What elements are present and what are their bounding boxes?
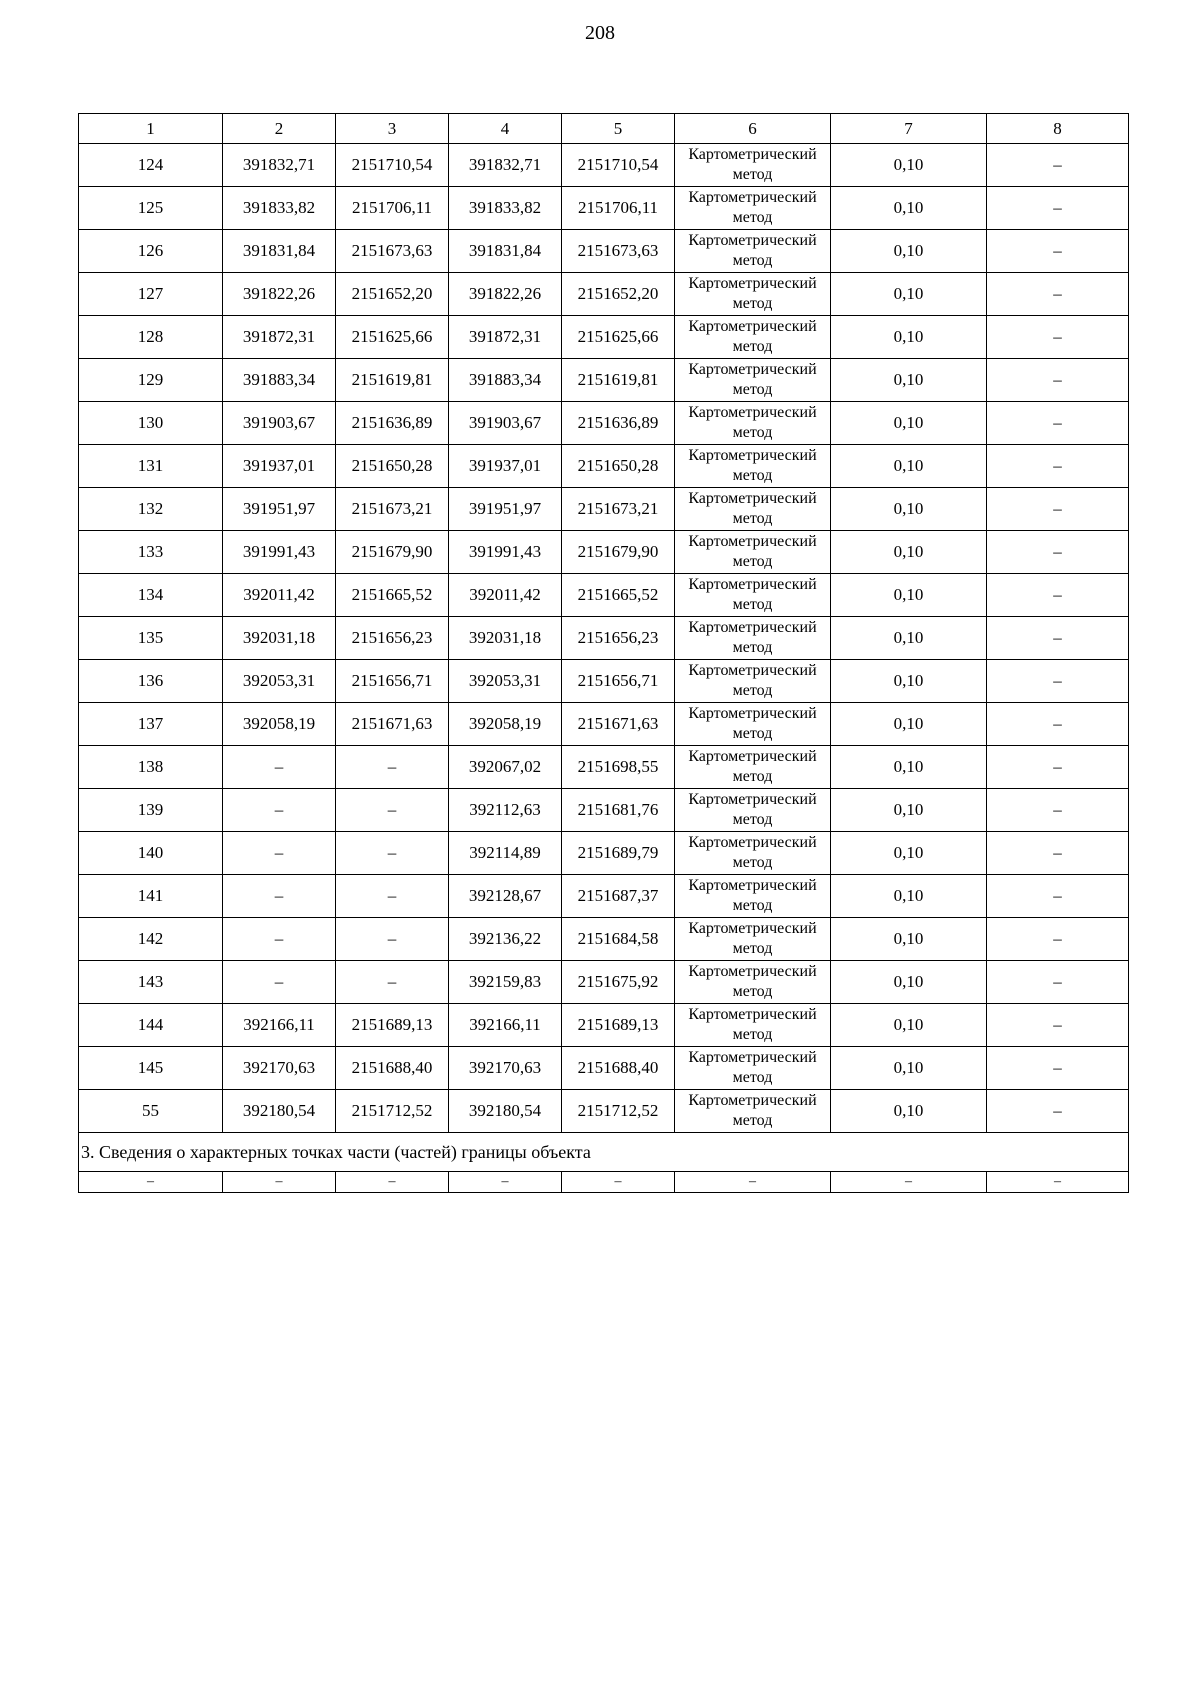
description-cell: – — [987, 273, 1129, 316]
x-coordinate-cell: 391883,34 — [223, 359, 336, 402]
y-coordinate-cell: 2151673,63 — [562, 230, 675, 273]
y-coordinate-cell: 2151675,92 — [562, 961, 675, 1004]
method-text-line: Картометрический — [688, 232, 817, 249]
method-text-line: метод — [732, 338, 773, 355]
y-coordinate-cell: 2151656,71 — [562, 660, 675, 703]
x-coordinate-cell: 391831,84 — [449, 230, 562, 273]
precision-cell: 0,10 — [831, 660, 987, 703]
method-text-line: Картометрический — [688, 533, 817, 550]
y-coordinate-cell: 2151688,40 — [336, 1047, 449, 1090]
description-cell: – — [987, 359, 1129, 402]
precision-cell: 0,10 — [831, 703, 987, 746]
method-cell — [675, 961, 831, 1004]
point-number-cell: 132 — [79, 488, 223, 531]
method-text-line: Картометрический — [688, 275, 817, 292]
method-cell — [675, 789, 831, 832]
point-number-cell: 143 — [79, 961, 223, 1004]
point-number-cell: 135 — [79, 617, 223, 660]
method-cell — [675, 1090, 831, 1133]
y-coordinate-cell: 2151619,81 — [562, 359, 675, 402]
method-text-line: метод — [732, 381, 773, 398]
x-coordinate-cell: – — [223, 789, 336, 832]
table-body — [79, 114, 1129, 1193]
x-coordinate-cell: 391937,01 — [449, 445, 562, 488]
x-coordinate-cell: 391903,67 — [449, 402, 562, 445]
empty-data-row — [79, 1172, 1129, 1193]
column-header: 6 — [675, 114, 831, 144]
method-text-line: Картометрический — [688, 318, 817, 335]
point-number-cell: 134 — [79, 574, 223, 617]
method-cell — [675, 703, 831, 746]
point-number-cell: 142 — [79, 918, 223, 961]
precision-cell: 0,10 — [831, 187, 987, 230]
y-coordinate-cell: 2151673,21 — [562, 488, 675, 531]
method-cell — [675, 230, 831, 273]
x-coordinate-cell: 392166,11 — [223, 1004, 336, 1047]
description-cell: – — [987, 531, 1129, 574]
method-text-line: метод — [732, 510, 773, 527]
x-coordinate-cell: 392058,19 — [223, 703, 336, 746]
method-cell — [675, 574, 831, 617]
y-coordinate-cell: 2151706,11 — [562, 187, 675, 230]
point-number-cell: 144 — [79, 1004, 223, 1047]
x-coordinate-cell: – — [223, 746, 336, 789]
y-coordinate-cell: 2151689,13 — [336, 1004, 449, 1047]
y-coordinate-cell: 2151652,20 — [336, 273, 449, 316]
table-row — [79, 961, 1129, 1004]
table-row — [79, 832, 1129, 875]
x-coordinate-cell: – — [223, 875, 336, 918]
x-coordinate-cell: 392166,11 — [449, 1004, 562, 1047]
method-text-line: метод — [732, 295, 773, 312]
method-text-line: метод — [732, 940, 773, 957]
description-cell: – — [987, 144, 1129, 187]
description-cell: – — [987, 703, 1129, 746]
method-text-line: метод — [732, 252, 773, 269]
precision-cell: 0,10 — [831, 531, 987, 574]
y-coordinate-cell: 2151625,66 — [562, 316, 675, 359]
method-text-line: Картометрический — [688, 920, 817, 937]
precision-cell: 0,10 — [831, 488, 987, 531]
method-text-line: Картометрический — [688, 662, 817, 679]
section-heading: 3. Сведения о характерных точках части (частей) границы объекта — [79, 1133, 1129, 1172]
x-coordinate-cell: 392170,63 — [223, 1047, 336, 1090]
y-coordinate-cell: 2151656,23 — [336, 617, 449, 660]
empty-cell: – — [675, 1172, 831, 1193]
precision-cell: 0,10 — [831, 445, 987, 488]
description-cell: – — [987, 1004, 1129, 1047]
column-header: 8 — [987, 114, 1129, 144]
y-coordinate-cell: – — [336, 961, 449, 1004]
method-text-line: Картометрический — [688, 447, 817, 464]
empty-cell: – — [336, 1172, 449, 1193]
x-coordinate-cell: 391991,43 — [449, 531, 562, 574]
description-cell: – — [987, 660, 1129, 703]
x-coordinate-cell: 392011,42 — [449, 574, 562, 617]
table-row — [79, 660, 1129, 703]
point-number-cell: 128 — [79, 316, 223, 359]
x-coordinate-cell: 391822,26 — [449, 273, 562, 316]
description-cell: – — [987, 875, 1129, 918]
description-cell: – — [987, 617, 1129, 660]
point-number-cell: 139 — [79, 789, 223, 832]
y-coordinate-cell: 2151650,28 — [562, 445, 675, 488]
x-coordinate-cell: 392159,83 — [449, 961, 562, 1004]
method-cell — [675, 488, 831, 531]
y-coordinate-cell: 2151712,52 — [562, 1090, 675, 1133]
point-number-cell: 138 — [79, 746, 223, 789]
empty-cell: – — [79, 1172, 223, 1193]
column-header: 7 — [831, 114, 987, 144]
y-coordinate-cell: 2151671,63 — [562, 703, 675, 746]
precision-cell: 0,10 — [831, 359, 987, 402]
x-coordinate-cell: 391951,97 — [449, 488, 562, 531]
y-coordinate-cell: 2151665,52 — [562, 574, 675, 617]
x-coordinate-cell: 392053,31 — [223, 660, 336, 703]
column-header: 4 — [449, 114, 562, 144]
y-coordinate-cell: 2151656,23 — [562, 617, 675, 660]
point-number-cell: 145 — [79, 1047, 223, 1090]
method-cell — [675, 660, 831, 703]
method-cell — [675, 445, 831, 488]
column-header: 1 — [79, 114, 223, 144]
point-number-cell: 140 — [79, 832, 223, 875]
table-row — [79, 359, 1129, 402]
y-coordinate-cell: 2151636,89 — [562, 402, 675, 445]
y-coordinate-cell: 2151619,81 — [336, 359, 449, 402]
description-cell: – — [987, 316, 1129, 359]
y-coordinate-cell: 2151698,55 — [562, 746, 675, 789]
table-row — [79, 316, 1129, 359]
method-text-line: метод — [732, 553, 773, 570]
method-cell — [675, 918, 831, 961]
x-coordinate-cell: 392128,67 — [449, 875, 562, 918]
method-cell — [675, 144, 831, 187]
y-coordinate-cell: 2151673,21 — [336, 488, 449, 531]
table-row — [79, 789, 1129, 832]
y-coordinate-cell: – — [336, 832, 449, 875]
table-row — [79, 230, 1129, 273]
point-number-cell: 126 — [79, 230, 223, 273]
y-coordinate-cell: 2151636,89 — [336, 402, 449, 445]
precision-cell: 0,10 — [831, 918, 987, 961]
precision-cell: 0,10 — [831, 402, 987, 445]
description-cell: – — [987, 746, 1129, 789]
table-row — [79, 1090, 1129, 1133]
method-text-line: метод — [732, 1112, 773, 1129]
method-cell — [675, 187, 831, 230]
point-number-cell: 124 — [79, 144, 223, 187]
x-coordinate-cell: 391951,97 — [223, 488, 336, 531]
point-number-cell: 136 — [79, 660, 223, 703]
table-row — [79, 488, 1129, 531]
x-coordinate-cell: 391903,67 — [223, 402, 336, 445]
method-text-line: Картометрический — [688, 189, 817, 206]
x-coordinate-cell: – — [223, 961, 336, 1004]
empty-cell: – — [562, 1172, 675, 1193]
description-cell: – — [987, 1090, 1129, 1133]
precision-cell: 0,10 — [831, 832, 987, 875]
page-number: 208 — [585, 22, 615, 44]
x-coordinate-cell: 391872,31 — [449, 316, 562, 359]
description-cell: – — [987, 918, 1129, 961]
method-text-line: Картометрический — [688, 963, 817, 980]
method-cell — [675, 273, 831, 316]
y-coordinate-cell: 2151673,63 — [336, 230, 449, 273]
section-heading-row — [79, 1133, 1129, 1172]
coordinates-table — [78, 113, 1129, 1193]
y-coordinate-cell: 2151712,52 — [336, 1090, 449, 1133]
x-coordinate-cell: 392053,31 — [449, 660, 562, 703]
x-coordinate-cell: 392114,89 — [449, 832, 562, 875]
method-text-line: Картометрический — [688, 361, 817, 378]
method-text-line: Картометрический — [688, 705, 817, 722]
precision-cell: 0,10 — [831, 1047, 987, 1090]
x-coordinate-cell: 392180,54 — [223, 1090, 336, 1133]
description-cell: – — [987, 961, 1129, 1004]
point-number-cell: 125 — [79, 187, 223, 230]
x-coordinate-cell: 392112,63 — [449, 789, 562, 832]
y-coordinate-cell: 2151652,20 — [562, 273, 675, 316]
point-number-cell: 127 — [79, 273, 223, 316]
method-cell — [675, 531, 831, 574]
description-cell: – — [987, 789, 1129, 832]
method-text-line: Картометрический — [688, 1049, 817, 1066]
description-cell: – — [987, 187, 1129, 230]
x-coordinate-cell: 391833,82 — [223, 187, 336, 230]
x-coordinate-cell: 392011,42 — [223, 574, 336, 617]
method-text-line: метод — [732, 725, 773, 742]
method-text-line: Картометрический — [688, 576, 817, 593]
table-row — [79, 445, 1129, 488]
precision-cell: 0,10 — [831, 1090, 987, 1133]
y-coordinate-cell: 2151671,63 — [336, 703, 449, 746]
y-coordinate-cell: 2151665,52 — [336, 574, 449, 617]
method-text-line: Картометрический — [688, 404, 817, 421]
method-text-line: метод — [732, 1069, 773, 1086]
method-text-line: метод — [732, 897, 773, 914]
empty-cell: – — [987, 1172, 1129, 1193]
method-text-line: метод — [732, 166, 773, 183]
x-coordinate-cell: 392067,02 — [449, 746, 562, 789]
x-coordinate-cell: 391883,34 — [449, 359, 562, 402]
y-coordinate-cell: – — [336, 918, 449, 961]
column-header: 2 — [223, 114, 336, 144]
x-coordinate-cell: 391872,31 — [223, 316, 336, 359]
description-cell: – — [987, 230, 1129, 273]
y-coordinate-cell: 2151688,40 — [562, 1047, 675, 1090]
column-header: 5 — [562, 114, 675, 144]
description-cell: – — [987, 832, 1129, 875]
y-coordinate-cell: 2151689,13 — [562, 1004, 675, 1047]
x-coordinate-cell: 391991,43 — [223, 531, 336, 574]
x-coordinate-cell: 392170,63 — [449, 1047, 562, 1090]
x-coordinate-cell: – — [223, 918, 336, 961]
method-text-line: Картометрический — [688, 1006, 817, 1023]
y-coordinate-cell: – — [336, 789, 449, 832]
method-text-line: метод — [732, 811, 773, 828]
method-cell — [675, 617, 831, 660]
point-number-cell: 129 — [79, 359, 223, 402]
table-row — [79, 574, 1129, 617]
method-text-line: Картометрический — [688, 490, 817, 507]
point-number-cell: 141 — [79, 875, 223, 918]
x-coordinate-cell: 392136,22 — [449, 918, 562, 961]
x-coordinate-cell: 391833,82 — [449, 187, 562, 230]
y-coordinate-cell: 2151679,90 — [562, 531, 675, 574]
method-text-line: Картометрический — [688, 1092, 817, 1109]
point-number-cell: 130 — [79, 402, 223, 445]
description-cell: – — [987, 402, 1129, 445]
y-coordinate-cell: 2151684,58 — [562, 918, 675, 961]
y-coordinate-cell: 2151679,90 — [336, 531, 449, 574]
method-cell — [675, 316, 831, 359]
method-text-line: метод — [732, 467, 773, 484]
table-row — [79, 746, 1129, 789]
precision-cell: 0,10 — [831, 789, 987, 832]
method-text-line: Картометрический — [688, 146, 817, 163]
point-number-cell: 133 — [79, 531, 223, 574]
precision-cell: 0,10 — [831, 875, 987, 918]
table-row — [79, 703, 1129, 746]
method-text-line: метод — [732, 768, 773, 785]
x-coordinate-cell: 392058,19 — [449, 703, 562, 746]
method-text-line: метод — [732, 209, 773, 226]
point-number-cell: 131 — [79, 445, 223, 488]
method-text-line: метод — [732, 424, 773, 441]
y-coordinate-cell: 2151710,54 — [336, 144, 449, 187]
precision-cell: 0,10 — [831, 144, 987, 187]
x-coordinate-cell: 392180,54 — [449, 1090, 562, 1133]
table-row — [79, 1047, 1129, 1090]
table-row — [79, 187, 1129, 230]
table-row — [79, 402, 1129, 445]
method-text-line: Картометрический — [688, 748, 817, 765]
precision-cell: 0,10 — [831, 617, 987, 660]
y-coordinate-cell: 2151625,66 — [336, 316, 449, 359]
table-row — [79, 531, 1129, 574]
header-row — [79, 114, 1129, 144]
method-cell — [675, 402, 831, 445]
point-number-cell: 137 — [79, 703, 223, 746]
method-text-line: метод — [732, 682, 773, 699]
method-text-line: метод — [732, 1026, 773, 1043]
y-coordinate-cell: – — [336, 746, 449, 789]
x-coordinate-cell: 391937,01 — [223, 445, 336, 488]
y-coordinate-cell: 2151656,71 — [336, 660, 449, 703]
table-row — [79, 1004, 1129, 1047]
method-cell — [675, 746, 831, 789]
table-row — [79, 875, 1129, 918]
method-text-line: метод — [732, 596, 773, 613]
method-cell — [675, 1004, 831, 1047]
description-cell: – — [987, 574, 1129, 617]
method-text-line: Картометрический — [688, 619, 817, 636]
x-coordinate-cell: – — [223, 832, 336, 875]
method-text-line: метод — [732, 854, 773, 871]
method-cell — [675, 832, 831, 875]
method-text-line: Картометрический — [688, 834, 817, 851]
x-coordinate-cell: 391832,71 — [449, 144, 562, 187]
method-text-line: метод — [732, 983, 773, 1000]
empty-cell: – — [831, 1172, 987, 1193]
y-coordinate-cell: 2151689,79 — [562, 832, 675, 875]
y-coordinate-cell: 2151650,28 — [336, 445, 449, 488]
table-row — [79, 918, 1129, 961]
y-coordinate-cell: – — [336, 875, 449, 918]
description-cell: – — [987, 445, 1129, 488]
precision-cell: 0,10 — [831, 574, 987, 617]
x-coordinate-cell: 391822,26 — [223, 273, 336, 316]
empty-cell: – — [223, 1172, 336, 1193]
table-row — [79, 144, 1129, 187]
x-coordinate-cell: 392031,18 — [449, 617, 562, 660]
method-text-line: Картометрический — [688, 791, 817, 808]
y-coordinate-cell: 2151706,11 — [336, 187, 449, 230]
precision-cell: 0,10 — [831, 961, 987, 1004]
precision-cell: 0,10 — [831, 273, 987, 316]
precision-cell: 0,10 — [831, 1004, 987, 1047]
column-header: 3 — [336, 114, 449, 144]
method-text-line: метод — [732, 639, 773, 656]
method-cell — [675, 1047, 831, 1090]
precision-cell: 0,10 — [831, 316, 987, 359]
description-cell: – — [987, 488, 1129, 531]
precision-cell: 0,10 — [831, 746, 987, 789]
y-coordinate-cell: 2151710,54 — [562, 144, 675, 187]
x-coordinate-cell: 391832,71 — [223, 144, 336, 187]
table-row — [79, 617, 1129, 660]
description-cell: – — [987, 1047, 1129, 1090]
method-text-line: Картометрический — [688, 877, 817, 894]
method-cell — [675, 875, 831, 918]
empty-cell: – — [449, 1172, 562, 1193]
method-cell — [675, 359, 831, 402]
point-number-cell: 55 — [79, 1090, 223, 1133]
x-coordinate-cell: 392031,18 — [223, 617, 336, 660]
y-coordinate-cell: 2151687,37 — [562, 875, 675, 918]
y-coordinate-cell: 2151681,76 — [562, 789, 675, 832]
x-coordinate-cell: 391831,84 — [223, 230, 336, 273]
table-row — [79, 273, 1129, 316]
precision-cell: 0,10 — [831, 230, 987, 273]
